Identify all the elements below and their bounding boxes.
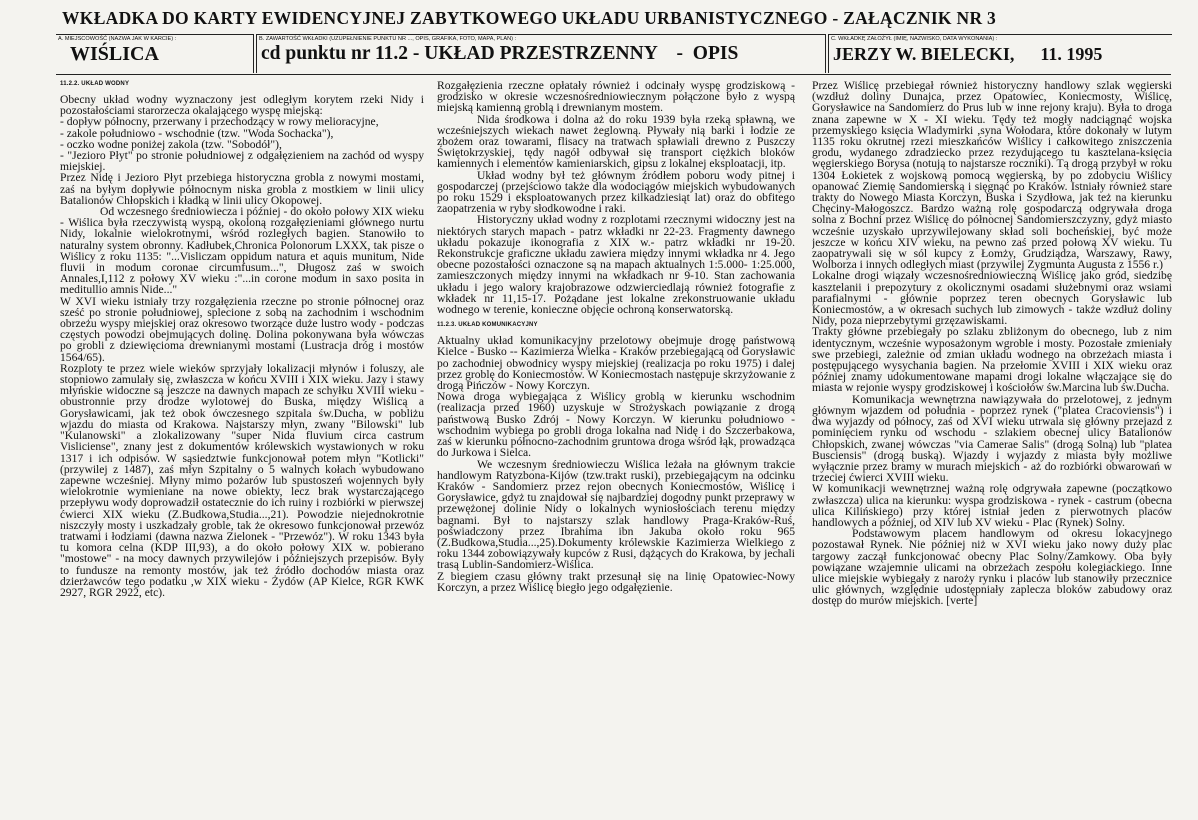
- author-date: 11. 1995: [1040, 44, 1103, 64]
- document-title: WKŁADKA DO KARTY EWIDENCYJNEJ ZABYTKOWEGO UKŁADU URBANISTYCZNEGO - ZAŁĄCZNIK NR 3: [62, 8, 997, 28]
- paragraph: Aktualny układ komunikacyjny przelotowy obejmuje drogę państwową Kielce - Busko -- Kazimierza Wielka - Kraków przebiegającą od Gorysławic po zachodniej obwodnicy wyspy miejskiej (realizacja po roku 1975) i dalej przez groblę do Koniecmostów. W Koniecmostach następuje skrzyżowanie z drogą Pińczów - Nowy Korczyn.: [437, 334, 795, 393]
- author-value: JERZY W. BIELECKI,: [833, 44, 1015, 64]
- paragraph: Układ wodny był też głównym źródłem poboru wody pitnej i gospodarczej (przejściowo także dla wodociągów miejskich wybudowanych po roku 1529 i eksploatowanych przez kilkadziesiąt lat) oraz do obfitego zaopatrzenia w ryby słodkowodne i raki.: [437, 168, 795, 216]
- paragraph: W komunikacji wewnętrznej ważną rolę odgrywała zapewne (początkowo zwłaszcza) ulica na kierunku: wyspa grodziskowa - rynek - castrum (obecna ulica Kilińskiego) przy której istniał jeden z pierwotnych placów handlowych a później, od XIV lub XV wieku - Plac (Rynek) Solny.: [812, 482, 1172, 529]
- paragraph: Obecny układ wodny wyznaczony jest odległym korytem rzeki Nidy i pozostałościami starorzecza okalającego wyspę miejską:: [60, 93, 424, 118]
- text-column-3: [812, 80, 1172, 815]
- paragraph: Przez Nidę i Jezioro Płyt przebiega historyczna grobla z nowymi mostami, zaś na byłym dopływie północnym niska grobla z mostkiem w linii ulicy Batalionów Chłopskich i kładką w linii ulicy Okopowej.: [60, 171, 424, 207]
- author-label: C. WKŁADKĘ ZAŁOŻYŁ (IMIĘ, NAZWISKO, DATA WYKONANIA) :: [831, 36, 998, 42]
- paragraph: Nowa droga wybiegająca z Wiślicy groblą w kierunku wschodnim (realizacja przed 1960) uzyskuje w Strożyskach powiązanie z drogą państwową Busko Zdrój - Nowy Korczyn. W kierunku południowo - wschodnim wybiega po grobli droga lokalna nad Nidę i do Szczerbakowa, zaś w kierunku północno-zachodnim gruntowa droga wśród łąk, prowadząca do Jurkowa i Sielca.: [437, 390, 795, 460]
- paragraph: Lokalne drogi wiązały wczesnośredniowieczną Wiślicę jako gród, siedzibę kasztelanii i prepozytury z okolicznymi osadami służebnymi oraz wsiami parafialnymi - głównie poprzez teren obecnych Gorysławic lub Koniecmostów, a w okresach suchych lub zimowych - także wzdłuż doliny Nidy, poza nieprzebytymi grzęzawiskami.: [812, 269, 1172, 328]
- list-item: - dopływ północny, przerwany i przechodzący w rowy melioracyjne,: [60, 115, 379, 129]
- paragraph: Rozploty te przez wiele wieków sprzyjały lokalizacji młynów i foluszy, ale stopniowo zamulały się, zwłaszcza w końcu XVIII i XIX wieku. Jazy i stawy młyńskie widoczne są jeszcze na dawnych mapach ze schyłku XVIII wieku - obustronnie przy drodze wylotowej do Buska, między Wiślicą a Gorysławicami, jak też obok ówczesnego szpitala św.Ducha, w pobliżu wjazdu do miasta od Krakowa. Najstarszy młyn, zwany "Bilowski" lub "Kulanowski" a zlokalizowany "super Nida fluvium circa castrum Visliciense", znany jest z dokumentów królewskich wystawionych w roku 1317 i ich odpisów. W sąsiedztwie funkcjonował potem młyn "Kotlicki" (przywilej z 1487), zaś młyn Szpitalny o 5 walnych kołach wybudowano zapewne wcześniej. Młyny mimo pożarów lub spustoszeń wojennych były wielokrotnie wymieniane na nowe obiekty, lecz brak wystarczającego przepływu wody doprowadził ostatecznie do ich ruiny i rozbiórki w pierwszej ćwierci XIX wieku (Z.Budkowa,Studia...,21). Powodzie niejednokrotnie niszczyły mosty i uszkadzały groble, tak że okresowo funkcjonował przewóz tratwami i łodziami (dawna nazwa Zielonek - "Przewóz"). W roku 1343 była tu komora celna (KDP III,93), a do około połowy XIX w. pobierano "mostowe" - na mocy dawnych przywilejów i późniejszych przepisów. Były to fundusze na remonty mostów, jak też źródło dochodów miasta oraz dzierżawców tego podatku ,w XIX wieku - Żydów (AP Kielce, RGR KWK 2927, RGR 2922, etc).: [60, 361, 424, 599]
- paragraph: Trakty główne przebiegały po szlaku zbliżonym do obecnego, lub z nim identycznym, wcześnie wyposażonym wgroble i mosty. Pozostałe zmieniały swe przebiegi, zależnie od zmian układu wodnego na obrzeżach miasta i postępującego wysychania bagien. Na przełomie XVIII i XIX wieku oraz później znamy udokumentowane mapami drogi lokalne włączające się do miasta w rejonie wyspy grodziskowej i kościołów św.Marcina lub św.Ducha.: [812, 325, 1172, 395]
- continuation-mark: [verte]: [946, 594, 978, 608]
- paragraph: W XVI wieku istniały trzy rozgałęzienia rzeczne po stronie północnej oraz sześć po stronie południowej, splecione z sobą na zachodnim i wschodnim obrzeżu wyspy miejskiej oraz okresowo tworzące duże lustro wody - podczas częstych powodzi obejmujących dolinę. Dolina pokonywana była wówczas po grobli z dziewięcioma drewnianymi mostami (Lustracja dróg i mostów 1564/65).: [60, 294, 424, 364]
- header-fields: [56, 34, 1171, 74]
- content-field: [256, 34, 826, 73]
- list-item: - "Jezioro Płyt" po stronie południowej z odgałęzieniem na zachód od wyspy miejskiej.: [60, 149, 424, 174]
- paragraph: Rozgałęzienia rzeczne opłatały również i odcinały wyspę grodziskową - grodzisko w okresie wczesnośredniowiecznym połączone było z wyspą miejską kamienną groblą i drewnianym mostem.: [437, 80, 795, 115]
- paragraph: Przez Wiślicę przebiegał również historyczny handlowy szlak węgierski (wzdłuż doliny Dunajca, przez Opatowiec, Koniecmosty, Wiślicę, Gorysławice na Sandomierz do Prus lub w inne rejony kraju). Była to droga znana zapewne w X - XI wieku. Tędy też mogły nadciągnąć wojska przemyskiego księcia Wladymirki ,syna Wołodara, które dokonały w lutym 1135 roku okrutnej rzezi mieszkańców Wiślicy i całkowitego zniszczenia grodu, wydanego zdradziecko przez rezydującego tu kasztelana-księcia węgierskiego Borysa (notują to najstarsze roczniki). Tą drogą przybył w roku 1304 Łokietek z wojskową pomocą węgierską, by po zdobyciu Wiślicy opanować Ziemię Sandomierską i sięgnąć po Kraków. Istniały również stare trakty do Nowego Miasta Korczyn, Buska i Szydłowa, jak też na kierunku Chęciny-Małogoszcz. Bardzo ważną rolę gospodarczą odgrywała droga solna z Bochni przez Wiślicę do północnej Sandomierszczyzny, gdyż miasto wcześnie uzyskało uprzywilejowany skład soli bocheńskiej, być może jeszcze w końcu XIV wieku, na pewno zaś przed połową XV wieku. Tu zaopatrywali się w sól kupcy z Łomży, Grudziądza, Warszawy, Rawy, Wolborza i innych odległych miast (przywilej Zygmunta Augusta z 1556 r.): [812, 80, 1172, 272]
- author-field: [828, 34, 1172, 73]
- text-column-2: [437, 80, 795, 815]
- header-rule: [56, 74, 1171, 75]
- section-heading-communication: 11.2.3. UKŁAD KOMUNIKACYJNY: [437, 322, 538, 329]
- place-field: [56, 34, 254, 73]
- paragraph: We wczesnym średniowieczu Wiślica leżała na głównym trakcie handlowym Ratyzbona-Kijów (tzw.trakt ruski), przebiegającym na odcinku Kraków - Sandomierz przez rejon obecnych Koniecmostów, Wiślicę i Gorysławice, gdyż tu znajdował się najbardziej dogodny punkt przeprawy w przewężonej dolinie Nidy o lokalnych wyniosłościach terenu między bagnami. Był to najstarszy szlak handlowy Praga-Kraków-Ruś, poświadczony przez Ibrahima ibn Jakuba około roku 965 (Z.Budkowa,Studia...,25).Dokumenty królewskie Kazimierza Wielkiego z roku 1344 zobowiązywały kupców z Rusi, dążących do Krakowa, by jechali trasą Lublin-Sandomierz-Wiślica.: [437, 457, 795, 572]
- section-heading-water: 11.2.2. UKŁAD WODNY: [60, 81, 130, 87]
- paragraph: Od wczesnego średniowiecza i później - do około połowy XIX wieku - Wiślica była rzeczywistą wyspą, okoloną rozgałęzieniami głównego nurtu Nidy, lokalnie wielokrotnymi, wśród rozległych bagien. Stanowiło to naturalny system obronny. Kadłubek,Chronica Polonorum LXXX, tak pisze o Wiślicy z roku 1135: "...Visliczam oppidum natura et aquis munitum, Nide fluvii in modum coronae circumfusum...", Długosz zaś w swoich Annales,I,112 z połowy XV wieku :"...in corone modum in saxo posita in meditullio amnis Nide...": [60, 205, 424, 297]
- place-value: WIŚLICA: [70, 43, 159, 65]
- paragraph: Z biegiem czasu główny trakt przesunął się na linię Opatowiec-Nowy Korczyn, a przez Wiślicę biegło jego odgałęzienie.: [437, 569, 795, 594]
- paragraph: Historyczny układ wodny z rozplotami rzecznymi widoczny jest na niektórych starych mapach - patrz wkładki nr 22-23. Fragmenty dawnego układu pokazuje ikonografia z XIX w.- patrz wkładki nr 19-20. Rekonstrukcje graficzne układu zawiera między innymi wkładka nr 4. Jego obecne pozostałości oznaczone są na mapach aktualnych 1:5.000- 1:25.000, zamieszczonych między innymi na wkładkach nr 9-10. Stan zachowania układu i jego walory krajobrazowe odzwierciedlają również fotografie z wkładek nr 11,15-17. Pożądane jest lokalne zrekonstruowanie układu wodnego w terenie, konieczne objęcie ochroną konserwatorską.: [437, 213, 795, 317]
- list-item: - zakole południowo - wschodnie (tzw. "Woda Sochacka"),: [60, 126, 334, 140]
- paragraph: Podstawowym placem handlowym od okresu lokacyjnego pozostawał Rynek. Nie później niż w XVI wieku jako nowy duży plac targowy zaczął funkcjonować obecny Plac Solny/Zamkowy. Oba były powiązane wzajemnie ulicami na obrzeżach zespołu kolegiackiego. Inne ulice miejskie wybiegały z naroży rynku i placów lub stanowiły przecznice ulic głównych, względnie udostępniały zaplecza bloków zabudowy oraz dostęp do murów miejskich.: [812, 527, 1172, 608]
- place-label: A. MIEJSCOWOŚĆ (NAZWA JAK W KARCIE) :: [58, 36, 177, 42]
- content-value: cd punktu nr 11.2 - UKŁAD PRZESTRZENNY - OPIS: [261, 43, 739, 64]
- paragraph: Komunikacja wewnętrzna nawiązywała do przelotowej, z jednym głównym wjazdem od południa - poprzez rynek ("platea Cracoviensis") i dwa wyjazdy od północy, zaś od XVI wieku utrwala się główny przejazd z pominięciem rynku od wschodu - szlakiem obecnej ulicy Batalionów Chłopskich, zwanej wówczas "via Camerae Salis" (drogą Solną) lub "platea Busciensis" (drogą buską). Wjazdy i wyjazdy z miasta były możliwe wyłącznie przez bramy w murach miejskich - aż do rozbiórki obwarowań w trzeciej ćwierci XVIII wieku.: [812, 392, 1172, 485]
- content-label: B. ZAWARTOŚĆ WKŁADKI (UZUPEŁNIENIE PUNKTU NR ..., OPIS, GRAFIKA, FOTO, MAPA, PLAN) :: [259, 36, 517, 42]
- list-item: - oczko wodne poniżej zakola (tzw. "Sobodół"),: [60, 137, 282, 151]
- text-column-1: [60, 80, 424, 815]
- paragraph: Nida środkowa i dolna aż do roku 1939 była rzeką spławną, we wcześniejszych wiekach nawet żeglowną. Pływały nią barki i łodzie ze zbożem oraz towarami, flisacy na tratwach spławiali drewno z Puszczy Świętokrzyskiej, tędy nagół odbywał się transport ciężkich bloków kamiennych i elementów kamieniarskich, gipsu z lokalnej eksploatacji, itp.: [437, 112, 795, 171]
